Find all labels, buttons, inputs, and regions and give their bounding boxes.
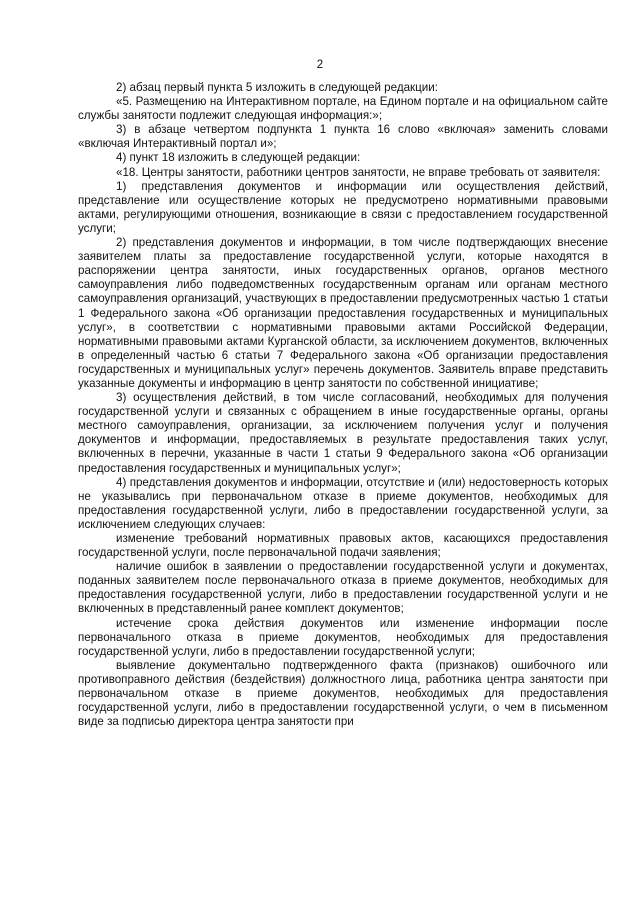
paragraph-clause-18: «18. Центры занятости, работники центров занятости, не вправе требовать от заявителя: xyxy=(116,165,601,179)
paragraph-item-2: 2) абзац первый пункта 5 изложить в следующей редакции: xyxy=(116,81,438,94)
paragraph-item-4: 4) пункт 18 изложить в следующей редакции: xyxy=(116,151,361,165)
paragraph-item-3: 3) в абзаце четвертом подпункта 1 пункта 16 слово «включая» заменить словами «включая Интерактивный портал и»; xyxy=(78,123,608,151)
paragraph-subitem-4: 4) представления документов и информации, отсутствие и (или) недостоверность которых не указывались при первоначальном отказе в приеме документов, необходимых для предоставления государственной услуги, либо в предоставлении государственной услуги, за исключением следующих случаев: xyxy=(78,475,608,531)
paragraph-subitem-3: 3) осуществления действий, в том числе согласований, необходимых для получения государственной услуги и связанных с обращением в иные государственные органы, органы местного самоуправления, организации, за исключением получения услуг и получения документов и информации, предоставляемых в результате предоставления таких услуг, включенных в перечни, указанные в части 1 статьи 9 Федерального закона «Об организации предоставления государственных и муниципальных услуг»; xyxy=(78,391,608,475)
paragraph-case-1: изменение требований нормативных правовых актов, касающихся предоставления государственной услуги, после первоначальной подачи заявления; xyxy=(78,532,608,560)
paragraph-subitem-1: 1) представления документов и информации или осуществления действий, представление или осуществление которых не предусмотрено нормативными правовыми актами, регулирующими отношения, возникающие в связи с предоставлением государственной услуги; xyxy=(78,179,608,235)
paragraph-case-4: выявление документально подтвержденного факта (признаков) ошибочного или противоправного действия (бездействия) должностного лица, работника центра занятости при первоначальном отказе в приеме документов, необходимых для предоставления государственной услуги, либо в предоставлении государственной услуги, о чем в письменном виде за подписью директора центра занятости при xyxy=(78,658,608,729)
page-number: 2 xyxy=(316,59,324,71)
paragraph-case-2: наличие ошибок в заявлении о предоставлении государственной услуги и документах, поданных заявителем после первоначального отказа в приеме документов, необходимых для предоставления государственной услуги, либо в предоставлении государственной услуги и не включенных в представленный ранее комплект документов; xyxy=(78,560,608,616)
document-body xyxy=(78,81,608,729)
paragraph-clause-5: «5. Размещению на Интерактивном портале, на Едином портале и на официальном сайте службы занятости подлежит следующая информация:»; xyxy=(78,95,608,123)
paragraph-subitem-2: 2) представления документов и информации, в том числе подтверждающих внесение заявителем платы за предоставление государственной услуги, которые находятся в распоряжении центра занятости, иных государственных органов, органов местного самоуправления либо подведомственных государственным органам или органам местного самоуправления организаций, участвующих в предоставлении предусмотренных частью 1 статьи 1 Федерального закона «Об организации предоставления государственных и муниципальных услуг», в соответствии с нормативными правовыми актами Российской Федерации, нормативными правовыми актами Курганской области, за исключением документов, включенных в определенный частью 6 статьи 7 Федерального закона «Об организации предоставления государственных и муниципальных услуг» перечень документов. Заявитель вправе представить указанные документы и информацию в центр занятости по собственной инициативе; xyxy=(78,236,608,390)
paragraph-case-3: истечение срока действия документов или изменение информации после первоначального отказа в приеме документов, необходимых для предоставления государственной услуги, либо в предоставлении государственной услуги; xyxy=(78,616,608,658)
